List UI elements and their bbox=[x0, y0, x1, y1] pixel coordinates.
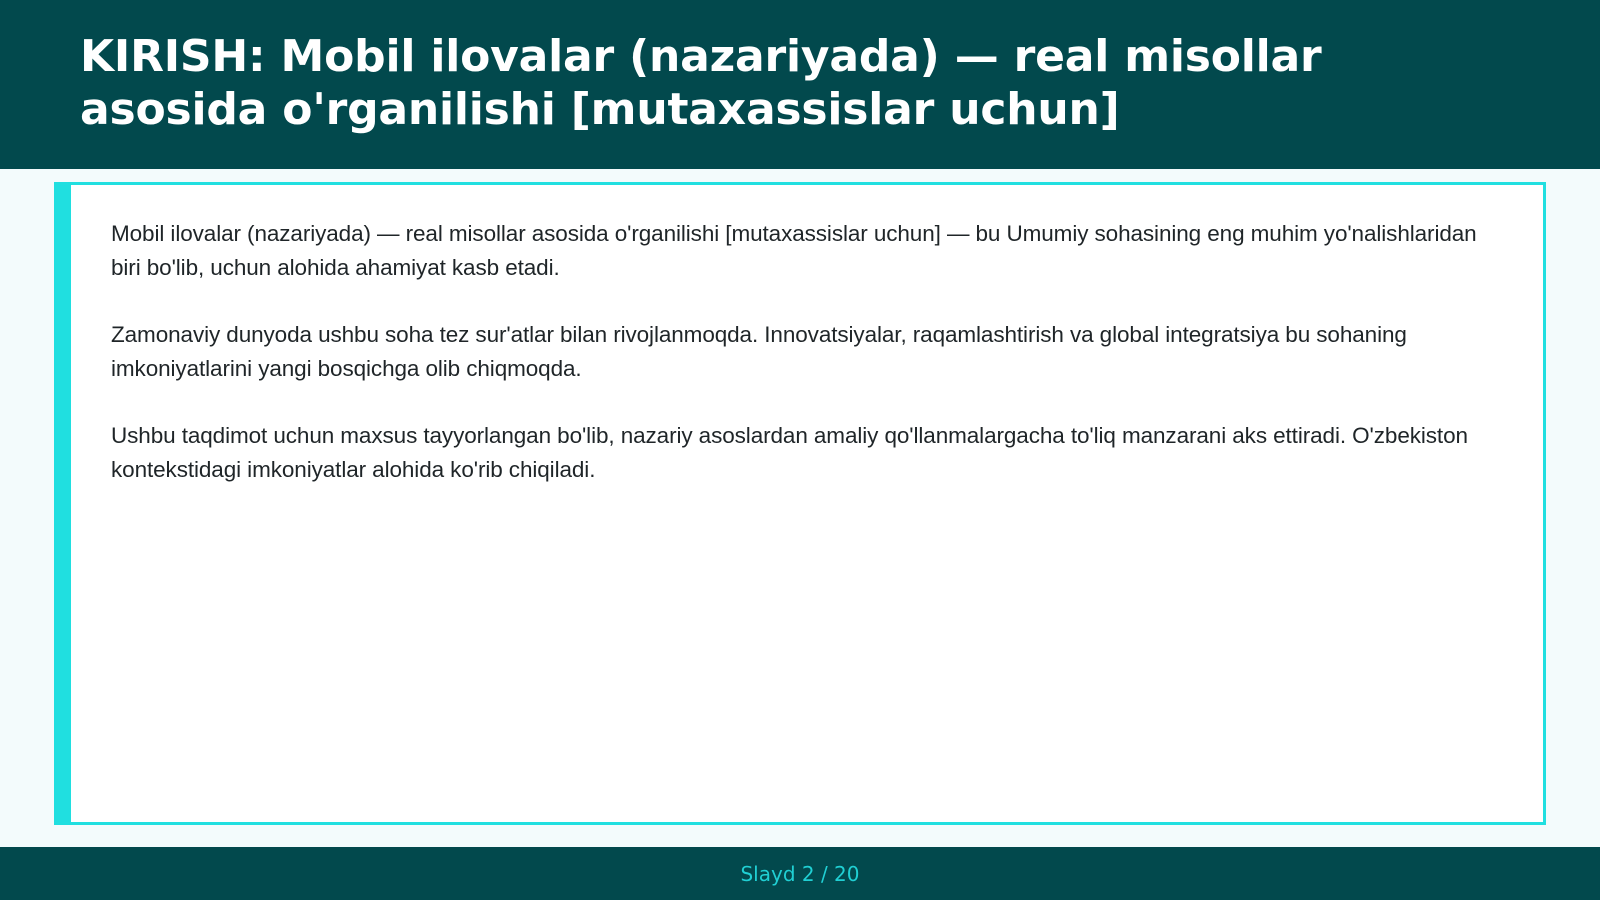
content-paragraph-2: Zamonaviy dunyoda ushbu soha tez sur'atlar bilan rivojlanmoqda. Innovatsiyalar, raqamlashtirish va global integratsiya bu sohaning imkoniyatlarini yangi bosqichga olib chiqmoqda. bbox=[111, 322, 1407, 381]
slide-counter: Slayd 2 / 20 bbox=[740, 861, 860, 886]
content-card bbox=[54, 182, 1546, 825]
slide-footer bbox=[0, 847, 1600, 900]
content-paragraph-1: Mobil ilovalar (nazariyada) — real misollar asosida o'rganilishi [mutaxassislar uchun] — bu Umumiy sohasining eng muhim yo'nalishlaridan biri bo'lib, uchun alohida ahamiyat kasb etadi. bbox=[111, 221, 1477, 280]
slide-title: KIRISH: Mobil ilovalar (nazariyada) — real misollar asosida o'rganilishi [mutaxassislar uchun] bbox=[80, 31, 1322, 135]
content-paragraph-3: Ushbu taqdimot uchun maxsus tayyorlangan bo'lib, nazariy asoslardan amaliy qo'llanmalargacha to'liq manzarani aks ettiradi. O'zbekiston kontekstidagi imkoniyatlar alohida ko'rib chiqiladi. bbox=[111, 423, 1468, 482]
slide-header bbox=[0, 0, 1600, 169]
